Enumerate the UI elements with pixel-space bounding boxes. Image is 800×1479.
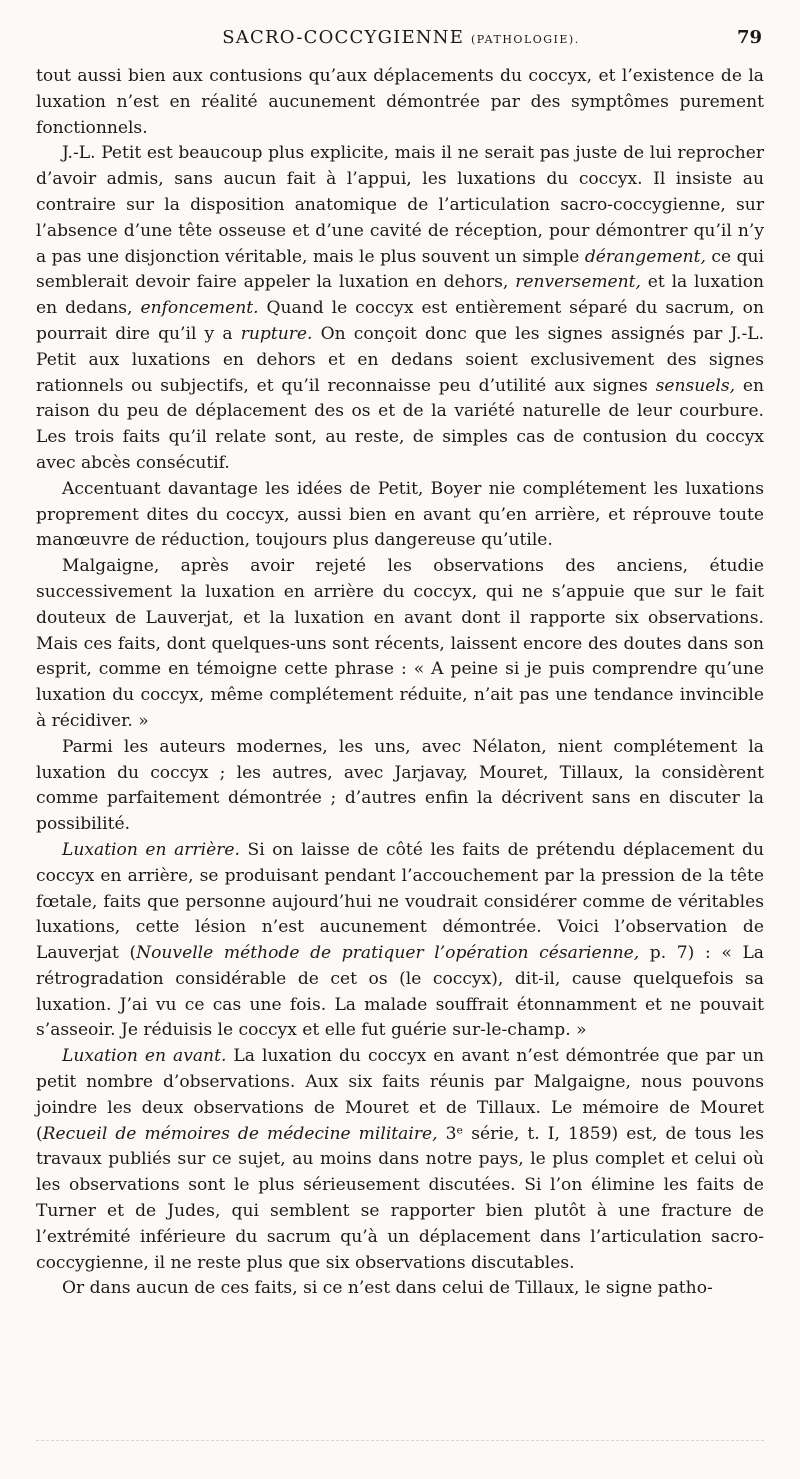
text-run: J.-L. Petit est beaucoup plus explicite, mais il ne serait pas juste de lui reprocher d’avoir admis, sans aucun fait à l’appui, les luxations du coccyx. Il insiste au contraire sur la disposition anatomique de l’articulation sacro-coccygienne, sur l’absence d’une tête osseuse et d’une cavité de réception, pour démontrer qu’il n’y a pas une disjonction véritable, mais le plus souvent un simple xyxy=(36,143,764,267)
text-run: On conçoit donc que les signes assignés par J.-L. Petit aux luxations en dehors et en dedans soient exclusivement des signes rationnels ou subjectifs, et qu’il reconnaisse peu d’utilité aux signes xyxy=(36,323,765,396)
running-title xyxy=(40,27,762,48)
paragraph-1: tout aussi bien aux contusions qu’aux déplacements du coccyx, et l’existence de la luxation n’est en réalité aucunement démontrée par des symptômes purement fonctionnels. xyxy=(36,66,764,138)
citation-title: Nouvelle méthode de pratiquer l’opération césarienne, xyxy=(136,943,640,964)
text-run: et la luxation en dedans, xyxy=(36,272,765,319)
header-title: SACRO-COCCYGIENNE xyxy=(222,27,465,48)
italic-term: dérangement, xyxy=(584,246,706,267)
paragraph-2 xyxy=(36,141,764,476)
text-run: Si on laisse de côté les faits de prétendu déplacement du coccyx en arrière, se produisant pendant l’accouchement par la pression de la tête fœtale, faits que personne aujourd’hui ne voudrait considérer comme de véritables luxations, cette lésion n’est aucunement démontrée. Voici l’observation de Lauverjat ( xyxy=(36,839,764,964)
running-header xyxy=(40,27,762,55)
text-run: La luxation du coccyx en avant n’est démontrée que par un petit nombre d’observations. Aux six faits réunis par Malgaigne, nous pouvons joindre les deux observations de Mouret et de Tillaux. Le mémoire de Mouret ( xyxy=(36,1046,764,1144)
page-number: 79 xyxy=(736,27,762,48)
section-heading: Luxation en arrière. xyxy=(62,839,240,860)
section-heading: Luxation en avant. xyxy=(62,1046,227,1067)
text-run: en raison du peu de déplacement des os et de la variété naturelle de leur courbure. Les trois faits qu’il relate sont, au reste, de simples cas de contusion du coccyx avec abcès consécutif. xyxy=(36,375,764,473)
text-run: 3ᵉ série, t. I, 1859) est, de tous les travaux publiés sur ce sujet, au moins dans notre pays, le plus complet et celui où les observations sont le plus sérieusement discutées. Si l’on élimine les faits de Turner et de Judes, qui semblent se rapporter bien plutôt à une fracture de l’extrémité inférieure du sacrum qu’à un déplacement dans l’articulation sacro-coccygienne, il ne reste plus que six observations discutables. xyxy=(36,1123,764,1273)
text-run: Quand le coccyx est entièrement séparé du sacrum, on pourrait dire qu’il y a xyxy=(36,298,764,344)
header-subtitle: (PATHOLOGIE). xyxy=(470,33,580,46)
paragraph-7 xyxy=(36,1044,764,1276)
paragraph-8: Or dans aucun de ces faits, si ce n’est dans celui de Tillaux, le signe patho- xyxy=(62,1278,713,1299)
paragraph-5: Parmi les auteurs modernes, les uns, avec Nélaton, nient complétement la luxation du coccyx ; les autres, avec Jarjavay, Mouret, Tillaux, la considèrent comme parfaitement démontrée ; d’autres enfin la décrivent sans en discuter la possibilité. xyxy=(36,736,764,835)
paragraph-6 xyxy=(36,838,764,1044)
page-body xyxy=(36,64,764,1302)
italic-term: sensuels, xyxy=(655,375,736,396)
text-run: ce qui semblerait devoir faire appeler la luxation en dehors, xyxy=(36,246,764,293)
text-run: p. 7) : « La rétrogradation considérable de cet os (le coccyx), dit-il, cause quelquefois sa luxation. J’ai vu ce cas une fois. La malade souffrait étonnamment et ne pouvait s’asseoir. Je réduisis le coccyx et elle fut guérie sur-le-champ. » xyxy=(36,943,764,1041)
paragraph-4: Malgaigne, après avoir rejeté les observations des anciens, étudie successivement la luxation en arrière du coccyx, qui ne s’appuie que sur le fait douteux de Lauverjat, et la luxation en avant dont il rapporte six observations. Mais ces faits, dont quelques-uns sont récents, laissent encore des doutes dans son esprit, comme en témoigne cette phrase : « A peine si je puis comprendre qu’une luxation du coccyx, même complétement réduite, n’ait pas une tendance invincible à récidiver. » xyxy=(36,556,764,731)
page-bottom-rule xyxy=(36,1440,764,1443)
citation-title: Recueil de mémoires de médecine militaire, xyxy=(42,1123,438,1144)
paragraph-3: Accentuant davantage les idées de Petit, Boyer nie complétement les luxations proprement dites du coccyx, aussi bien en avant qu’en arrière, et réprouve toute manœuvre de réduction, toujours plus dangereuse qu’utile. xyxy=(36,478,764,551)
italic-term: rupture. xyxy=(240,323,313,344)
italic-term: renversement, xyxy=(515,272,641,293)
italic-term: enfoncement. xyxy=(140,298,259,319)
